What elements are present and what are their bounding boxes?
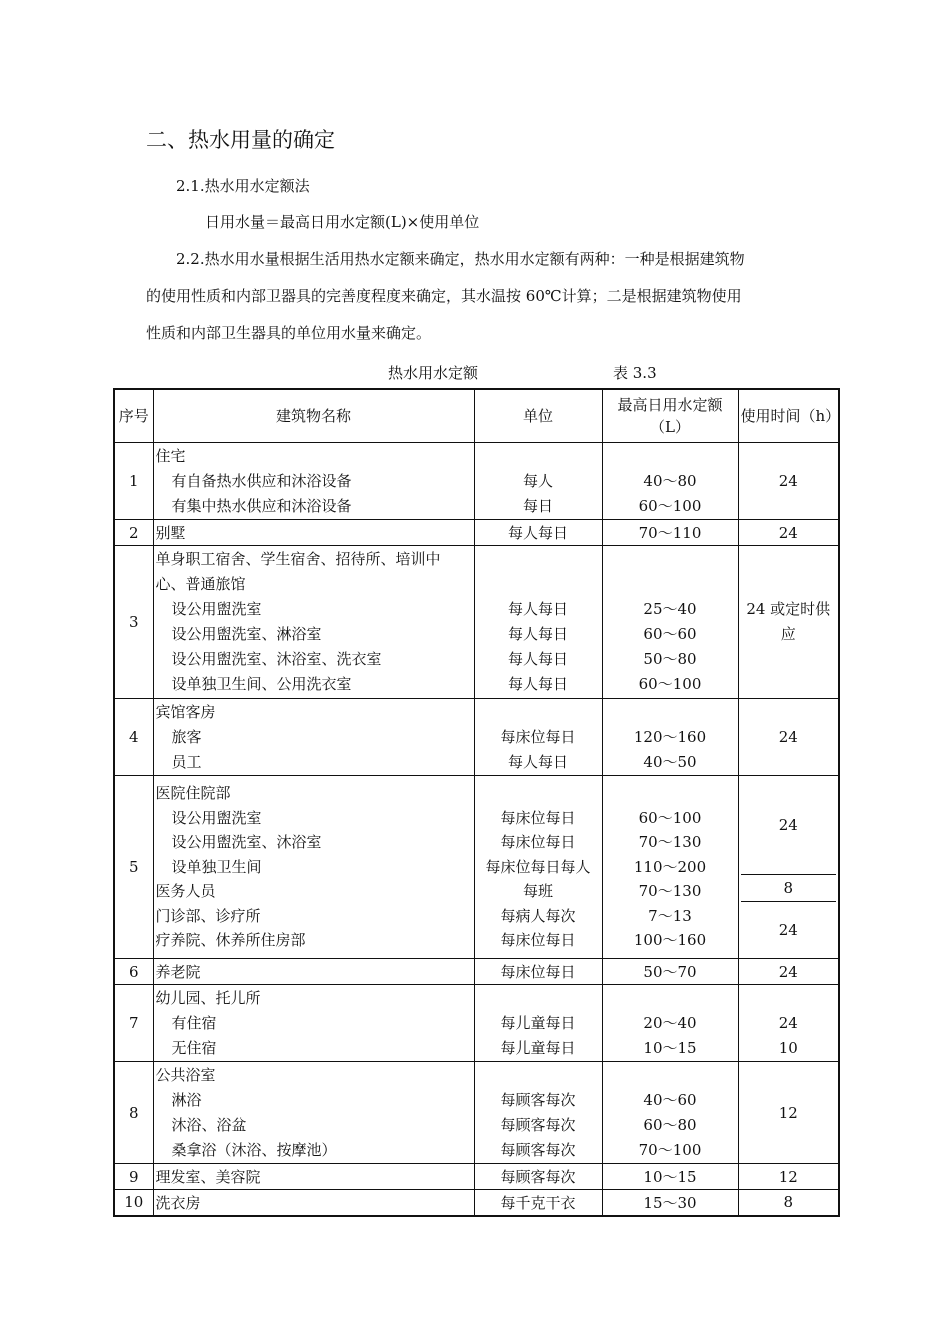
unit-line: 每班 [522,882,553,901]
name-line: 医院住院部 [155,783,231,802]
quota-line: 25～40 [643,600,697,618]
row-hours: 24 [738,520,839,546]
name-line: 无住宿 [171,1038,217,1057]
unit-line: 每人每日 [507,600,568,618]
unit-line [477,444,600,469]
row-quota [602,1062,738,1164]
table-row [114,699,839,776]
section-heading: 二、热水用量的确定 [146,128,335,152]
paragraph-formula: 日用水量＝最高日用水定额(L)×使用单位 [205,213,480,231]
table-row [114,985,839,1062]
row-hours: 12 [738,1164,839,1190]
quota-line: 60～60 [643,625,697,643]
row-name [153,1062,474,1164]
row-quota: 50～70 [602,959,738,985]
quota-line [605,572,736,597]
quota-line: 60～100 [638,808,702,827]
table-row [114,959,839,985]
row-hours: 8 [738,1190,839,1216]
row-no: 1 [114,443,153,520]
name-line: 有自备热水供应和沐浴设备 [171,471,352,490]
row-hours [738,546,839,699]
hours-sub: 8 [741,875,837,902]
row-unit: 每床位每日 [474,959,602,985]
row-quota: 15～30 [602,1190,738,1216]
quota-line: 60～100 [638,496,702,515]
row-name: 洗衣房 [153,1190,474,1216]
header-hours: 使用时间（h） [738,389,839,443]
name-line: 设公用盥洗室、淋浴室 [171,625,322,643]
row-unit: 每千克干衣 [474,1190,602,1216]
quota-line [605,547,736,572]
name-line: 设单独卫生间、公用洗衣室 [171,675,352,693]
unit-line: 每顾客每次 [500,1090,576,1109]
quota-line: 40～60 [643,1090,697,1109]
unit-line [477,547,600,572]
name-line: 住宅 [155,446,186,465]
paragraph-body-line1: 2.2.热水用水量根据生活用热水定额来确定，热水用水定额有两种：一种是根据建筑物 [176,250,745,268]
table-row [114,1062,839,1164]
row-no: 5 [114,776,153,959]
row-name [153,699,474,776]
quota-line: 7～13 [648,906,692,925]
quota-line: 100～160 [633,931,707,950]
header-quota-line2: （L） [650,418,690,436]
name-line: 宾馆客房 [155,702,216,721]
header-no: 序号 [114,389,153,443]
row-unit [474,985,602,1062]
name-line: 心、普通旅馆 [155,575,246,593]
name-line: 淋浴 [171,1090,202,1109]
row-no: 7 [114,985,153,1062]
row-unit [474,699,602,776]
row-no: 2 [114,520,153,546]
header-quota [602,389,738,443]
quota-line: 60～100 [638,675,702,693]
row-hours: 12 [738,1062,839,1164]
header-quota-line1: 最高日用水定额 [617,396,723,414]
hot-water-quota-table [113,388,840,1217]
unit-line [477,572,600,597]
quota-line: 40～50 [643,752,697,771]
row-quota [602,443,738,520]
name-line: 单身职工宿舍、学生宿舍、招待所、培训中 [155,550,441,568]
row-no: 8 [114,1062,153,1164]
row-no: 4 [114,699,153,776]
row-no: 6 [114,959,153,985]
table-row [114,776,839,959]
unit-line: 每病人每次 [500,906,576,925]
table-header-row [114,389,839,443]
row-name [153,985,474,1062]
quota-line: 60～80 [643,1115,697,1134]
unit-line: 每儿童每日 [500,1038,576,1057]
row-quota [602,699,738,776]
name-line: 设公用盥洗室、沐浴室 [171,833,322,852]
row-hours [738,985,839,1062]
row-hours [738,776,839,959]
table-row [114,520,839,546]
quota-line: 20～40 [643,1013,697,1032]
quota-line: 40～80 [643,471,697,490]
name-line: 有集中热水供应和沐浴设备 [171,496,352,515]
hours-line [741,986,837,1011]
hours-line: 24 或定时供 [746,600,831,618]
unit-line: 每床位每日 [500,808,576,827]
table-row [114,443,839,520]
header-unit: 单位 [474,389,602,443]
quota-line [605,781,736,806]
unit-line: 每顾客每次 [500,1115,576,1134]
unit-line [477,986,600,1011]
quota-line [605,986,736,1011]
unit-line: 每人 [522,471,553,490]
row-quota: 10～15 [602,1164,738,1190]
quota-line: 110～200 [633,857,707,876]
unit-line: 每人每日 [507,675,568,693]
row-name [153,776,474,959]
name-line: 幼儿园、托儿所 [155,988,261,1007]
row-quota [602,546,738,699]
row-unit [474,1062,602,1164]
unit-line [477,781,600,806]
row-unit [474,546,602,699]
unit-line: 每儿童每日 [500,1013,576,1032]
quota-line: 10～15 [643,1038,697,1057]
unit-line: 每床位每日 [500,727,576,746]
row-no: 3 [114,546,153,699]
quota-line: 50～80 [643,650,697,668]
unit-line: 每床位每日 [500,931,576,950]
row-name: 养老院 [153,959,474,985]
name-line: 有住宿 [171,1013,217,1032]
name-line: 公共浴室 [155,1065,216,1084]
table-row [114,1190,839,1216]
table-caption: 热水用水定额 [388,364,479,382]
paragraph-body-line3: 性质和内部卫生器具的单位用水量来确定。 [146,324,432,342]
name-line: 医务人员 [155,882,216,901]
row-quota [602,985,738,1062]
unit-line: 每顾客每次 [500,1140,576,1159]
table-row [114,546,839,699]
name-line: 疗养院、休养所住房部 [155,931,306,950]
row-name: 别墅 [153,520,474,546]
name-line: 员工 [171,752,202,771]
table-number: 表 3.3 [613,364,657,382]
quota-line [605,444,736,469]
row-quota: 70～110 [602,520,738,546]
quota-line: 120～160 [633,727,707,746]
row-unit [474,443,602,520]
unit-line: 每床位每日 [500,833,576,852]
unit-line: 每人每日 [507,752,568,771]
name-line: 设单独卫生间 [171,857,262,876]
name-line: 门诊部、诊疗所 [155,906,261,925]
hours-line: 应 [780,625,796,643]
paragraph-method: 2.1.热水用水定额法 [176,177,310,195]
row-hours: 24 [738,699,839,776]
row-hours: 24 [738,443,839,520]
quota-line: 70～130 [638,833,702,852]
unit-line [477,1063,600,1088]
unit-line: 每人每日 [507,650,568,668]
row-no: 10 [114,1190,153,1216]
row-name: 理发室、美容院 [153,1164,474,1190]
row-no: 9 [114,1164,153,1190]
hours-line: 24 [778,1013,798,1032]
name-line: 设公用盥洗室、沐浴室、洗衣室 [171,650,382,668]
name-line: 沐浴、浴盆 [171,1115,247,1134]
hours-sub: 24 [741,776,837,875]
hours-sub: 24 [778,921,798,939]
hours-line: 10 [778,1038,798,1057]
unit-line: 每床位每日每人 [485,857,591,876]
row-unit: 每顾客每次 [474,1164,602,1190]
unit-line: 每日 [522,496,553,515]
name-line: 设公用盥洗室 [171,600,262,618]
quota-line: 70～100 [638,1140,702,1159]
name-line: 设公用盥洗室 [171,808,262,827]
row-unit: 每人每日 [474,520,602,546]
row-unit [474,776,602,959]
row-name [153,443,474,520]
quota-line: 70～130 [638,882,702,901]
unit-line [477,700,600,725]
header-name: 建筑物名称 [153,389,474,443]
row-name [153,546,474,699]
name-line: 旅客 [171,727,202,746]
name-line: 桑拿浴（沐浴、按摩池） [171,1140,337,1159]
unit-line: 每人每日 [507,625,568,643]
quota-line [605,1063,736,1088]
quota-line [605,700,736,725]
row-quota [602,776,738,959]
paragraph-body-line2: 的使用性质和内部卫器具的完善度程度来确定，其水温按 60℃计算；二是根据建筑物使用 [146,287,742,305]
table-row [114,1164,839,1190]
row-hours: 24 [738,959,839,985]
